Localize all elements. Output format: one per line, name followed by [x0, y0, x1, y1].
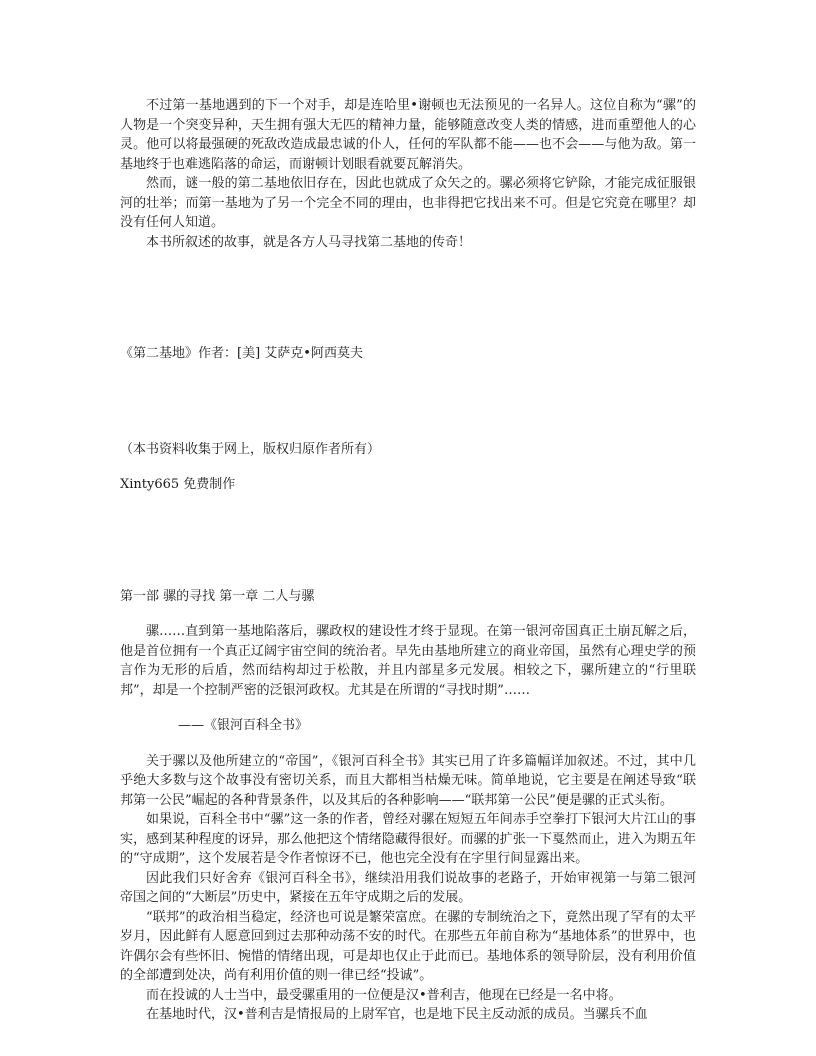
spacer	[120, 736, 696, 752]
document-page	[120, 96, 696, 1025]
body-paragraph: 因此我们只好舍弃《银河百科全书》，继续沿用我们说故事的老路子，开始审视第一与第二银河帝国之间的“大断层”历史中，紧接在五年守成期之后的发展。	[120, 870, 696, 905]
intro-paragraph-2: 然而，谜一般的第二基地依旧存在，因此也就成了众矢之的。骡必须将它铲除，才能完成征服银河的壮举；而第一基地为了另一个完全不同的理由，也非得把它找出来不可。但是它究竟在哪里？却没有任何人知道。	[120, 176, 696, 230]
body-paragraph: 在基地时代，汉•普利吉是情报局的上尉军官，也是地下民主反动派的成员。当骡兵不血	[146, 1007, 648, 1022]
epigraph-text: 骡……直到第一基地陷落后，骡政权的建设性才终于显现。在第一银河帝国真正土崩瓦解之后，他是首位拥有一个真正辽阔宇宙空间的统治者。早先由基地所建立的商业帝国，虽然有心理史学的预言作为无形的后盾，然而结构却过于松散，并且内部星多元发展。相较之下，骡所建立的“行里联邦”，却是一个控制严密的泛银河政权。尤其是在所谓的“寻找时期”……	[120, 624, 696, 698]
book-title-author: 《第二基地》作者：[美] 艾萨克•阿西莫夫	[120, 346, 363, 361]
body-paragraph: 关于骡以及他所建立的“帝国”，《银河百科全书》其实已用了许多篇幅详加叙述。不过，其中几乎绝大多数与这个故事没有密切关系，而且大都相当枯燥无味。简单地说，它主要是在阐述导致“联邦第一公民”崛起的各种背景条件，以及其后的各种影响——“联邦第一公民”便是骡的正式头衔。	[120, 753, 696, 808]
body-paragraph: “联邦”的政治相当稳定，经济也可说是繁荣富庶。在骡的专制统治之下，竟然出现了罕有的太平岁月，因此鲜有人愿意回到过去那种动荡不安的时代。在那些五年前自称为“基地体系”的世界中，也许偶尔会有些怀旧、惋惜的情绪出现，可是却也仅止于此而已。基地体系的领导阶层，没有利用价值的全部遭到处决，尚有利用价值的则一律已经“投诚”。	[120, 909, 696, 983]
epigraph-attribution: ——《银河百科全书》	[178, 718, 309, 733]
chapter-heading: 第一部 骡的寻找 第一章 二人与骡	[120, 588, 315, 604]
spacer	[120, 495, 696, 587]
intro-paragraph-1: 不过第一基地遇到的下一个对手，却是连哈里•谢顿也无法预见的一名异人。这位自称为“骡”的人物是一个突变异种，天生拥有强大无匹的精神力量，能够随意改变人类的情感，进而重塑他人的心灵。他可以将最强硬的死敌改造成最忠诚的仆人，任何的军队都不能——也不会——与他为敌。第一基地终于也难逃陷落的命运，而谢顿计划眼看就要瓦解消失。	[120, 98, 696, 172]
spacer	[120, 364, 696, 440]
body-paragraph: 而在投诚的人士当中，最受骡重用的一位便是汉•普利吉，他现在已经是一名中将。	[146, 987, 622, 1003]
copyright-note: （本书资料收集于网上，版权归原作者所有）	[120, 441, 381, 457]
spacer	[120, 459, 696, 475]
body-paragraph: 如果说，百科全书中“骡”这一条的作者，曾经对骡在短短五年间赤手空拳打下银河大片江山的事实，感到某种程度的讶异，那么他把这个情绪隐藏得很好。而骡的扩张一下戛然而止，进入为期五年的“守成期”，这个发展若是令作者惊讶不已，他也完全没有在字里行间显露出来。	[120, 812, 696, 866]
spacer	[120, 700, 696, 716]
spacer	[120, 606, 696, 622]
intro-paragraph-3: 本书所叙述的故事，就是各方人马寻找第二基地的传奇！	[146, 234, 472, 250]
spacer	[120, 252, 696, 344]
producer-line: Xinty665 免费制作	[120, 477, 236, 492]
